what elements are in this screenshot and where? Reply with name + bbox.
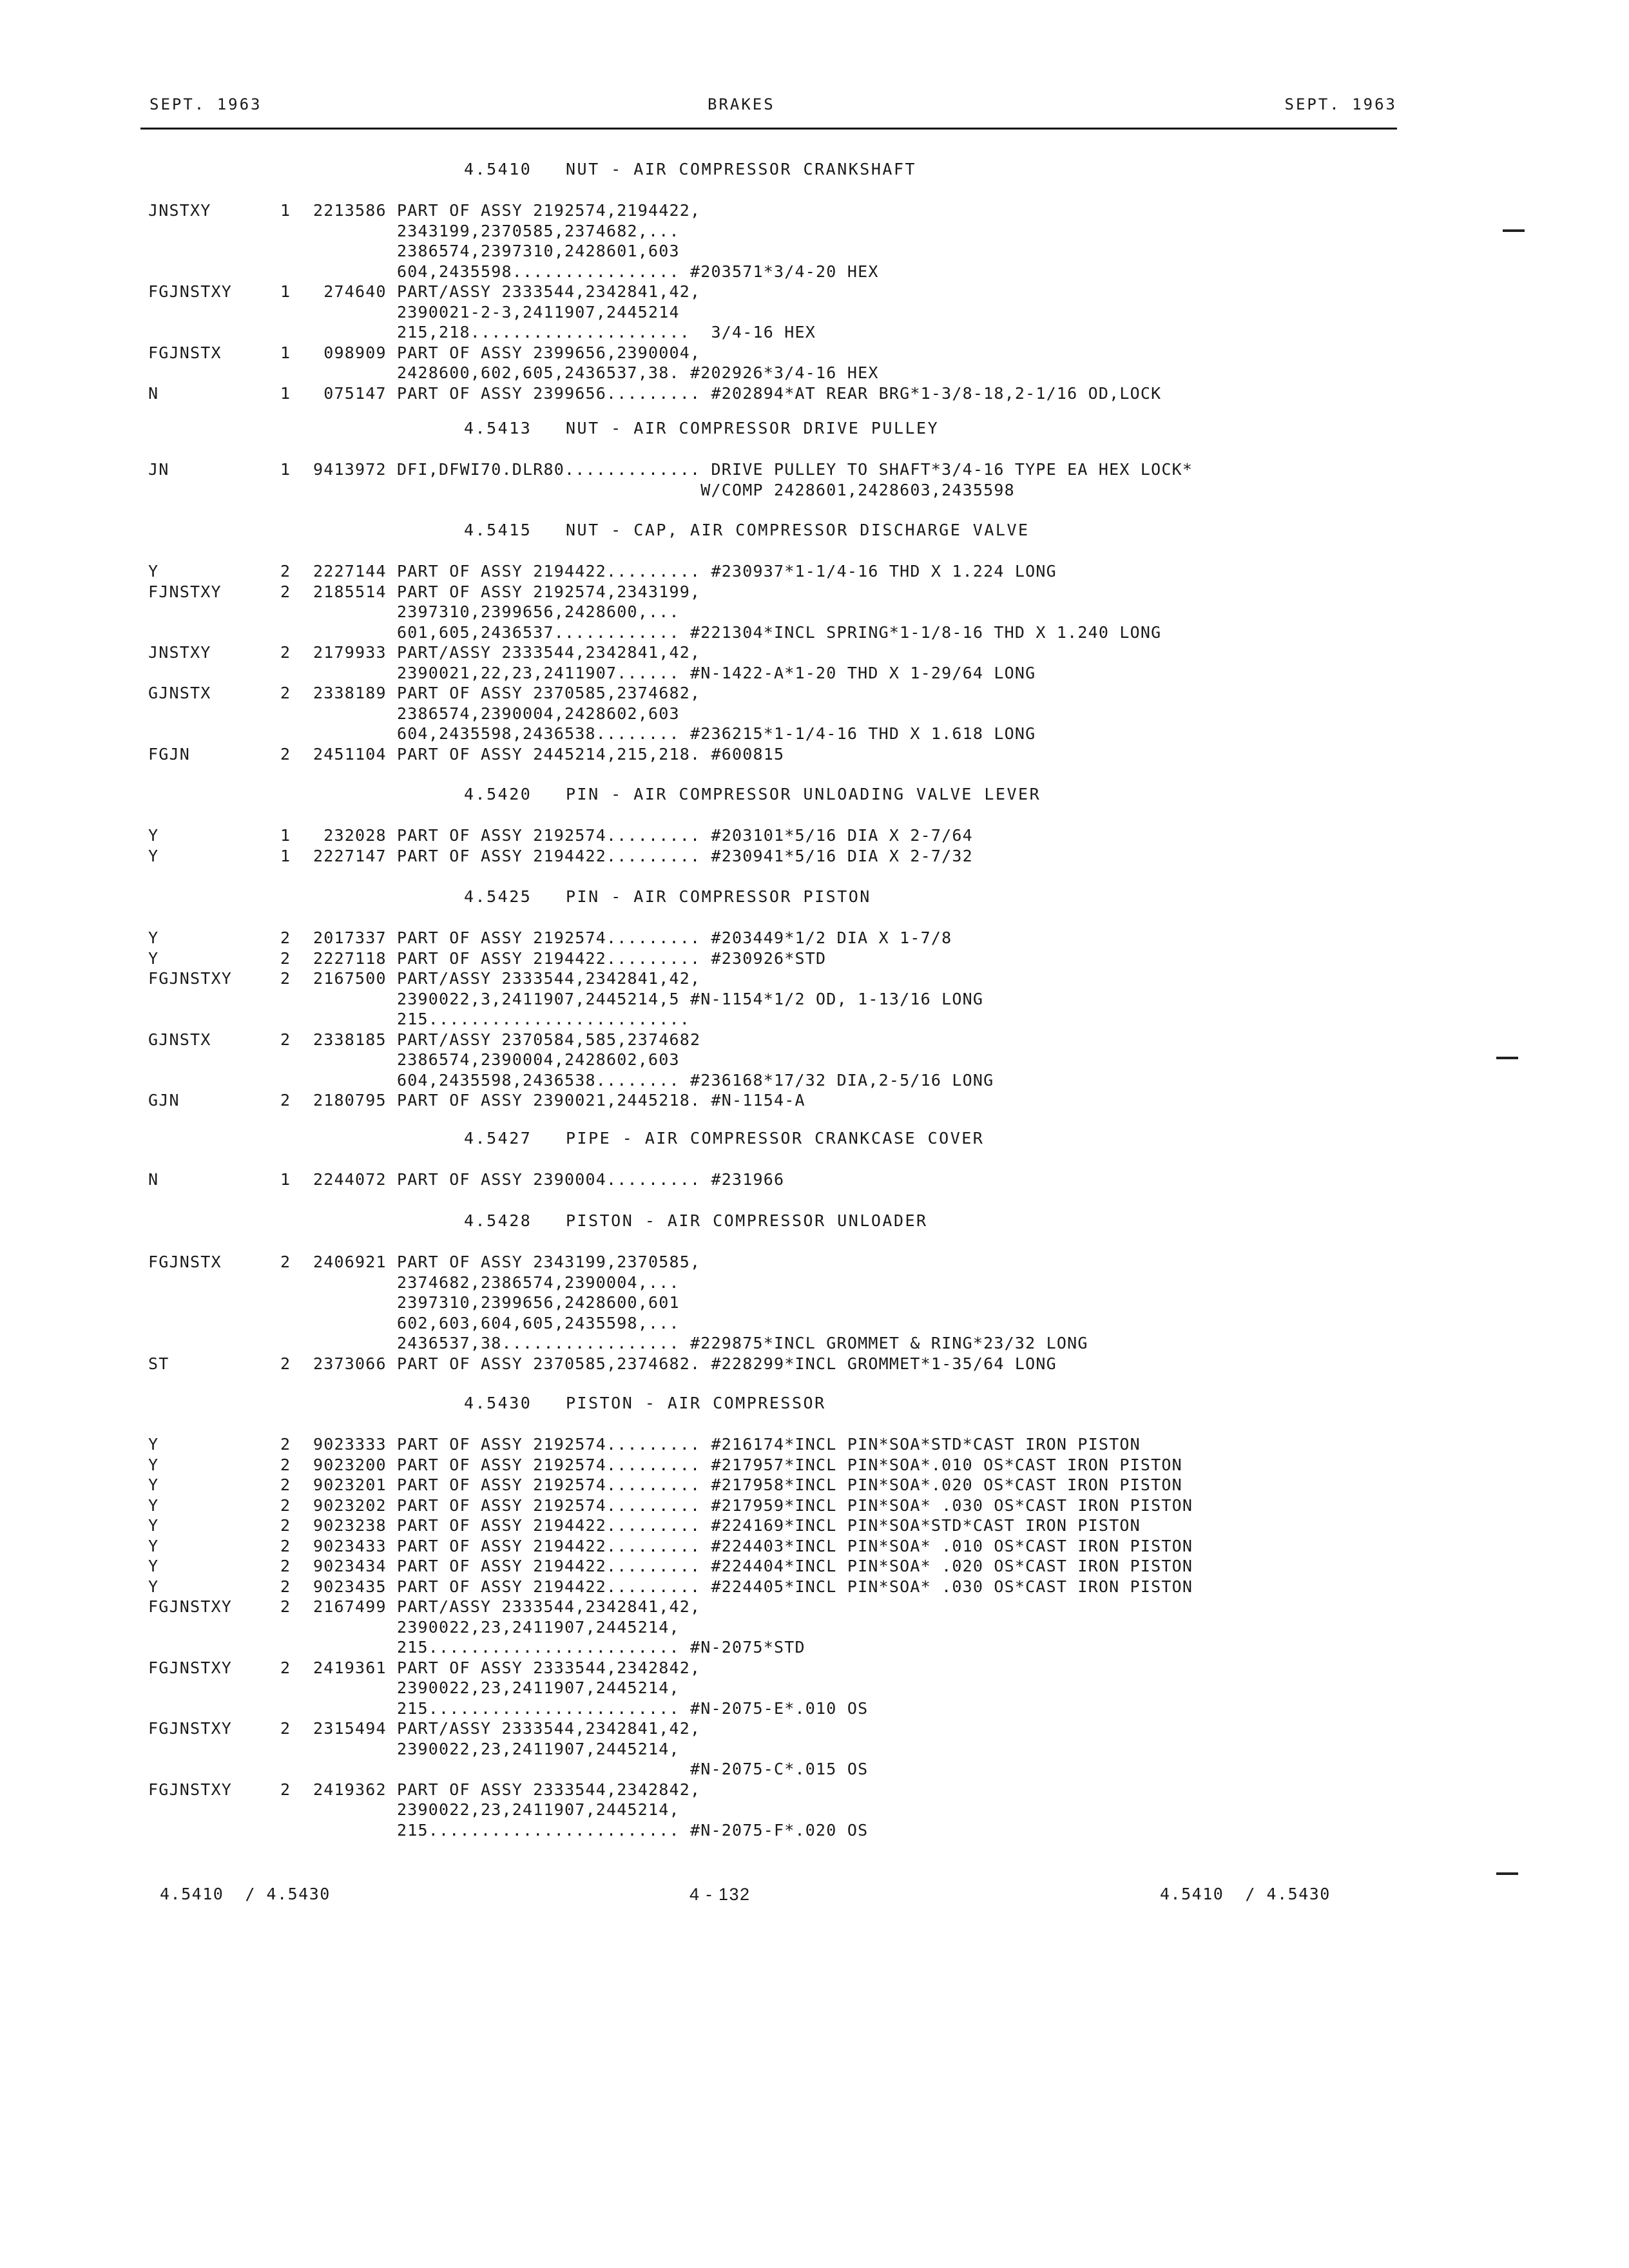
- quantity: 2: [280, 969, 291, 988]
- part-description-line: #N-2075-C*.015 OS: [313, 1760, 869, 1778]
- quantity: 1: [280, 1170, 291, 1189]
- part-description-line: 2419361 PART OF ASSY 2333544,2342842,: [313, 1658, 701, 1677]
- part-description-line: 2180795 PART OF ASSY 2390021,2445218. #N-1154-A: [313, 1091, 805, 1110]
- part-description-line: 2390021-2-3,2411907,2445214: [313, 302, 680, 322]
- part-description-line: 2390022,23,2411907,2445214,: [313, 1800, 680, 1819]
- model-code: Y: [148, 562, 159, 581]
- header-title: BRAKES: [708, 95, 775, 113]
- quantity: 2: [280, 928, 291, 947]
- quantity: 1: [280, 460, 291, 479]
- part-description-line: 215........................ #N-2075*STD: [313, 1638, 805, 1657]
- model-code: FGJNSTXY: [148, 1780, 233, 1799]
- quantity: 2: [280, 1577, 291, 1596]
- part-description-line: 2390022,3,2411907,2445214,5 #N-1154*1/2 OD, 1-13/16 LONG: [313, 989, 984, 1008]
- quantity: 1: [280, 826, 291, 845]
- quantity: 2: [280, 1435, 291, 1454]
- section-title: 4.5428 PISTON - AIR COMPRESSOR UNLOADER: [464, 1211, 928, 1230]
- part-description-line: 2386574,2390004,2428602,603: [313, 1050, 680, 1069]
- model-code: Y: [148, 928, 159, 947]
- part-description-line: 2179933 PART/ASSY 2333544,2342841,42,: [313, 643, 701, 662]
- part-description-line: 2390022,23,2411907,2445214,: [313, 1617, 680, 1637]
- part-description-line: 2397310,2399656,2428600,601: [313, 1293, 680, 1312]
- model-code: FGJNSTXY: [148, 1658, 233, 1677]
- part-description-line: W/COMP 2428601,2428603,2435598: [313, 480, 1015, 499]
- quantity: 2: [280, 582, 291, 601]
- footer-range-right: 4.5410 / 4.5430: [1160, 1885, 1331, 1903]
- model-code: Y: [148, 826, 159, 845]
- quantity: 2: [280, 1780, 291, 1799]
- part-description-line: 601,605,2436537............ #221304*INCL SPRING*1-1/8-16 THD X 1.240 LONG: [313, 622, 1162, 642]
- part-description-line: 2390021,22,23,2411907...... #N-1422-A*1-20 THD X 1-29/64 LONG: [313, 663, 1036, 682]
- quantity: 1: [280, 846, 291, 865]
- part-description-line: 2390022,23,2411907,2445214,: [313, 1739, 680, 1758]
- quantity: 1: [280, 201, 291, 220]
- quantity: 1: [280, 282, 291, 301]
- part-description-line: 604,2435598................ #203571*3/4-20 HEX: [313, 262, 879, 281]
- model-code: GJNSTX: [148, 1030, 211, 1049]
- part-description-line: 9023238 PART OF ASSY 2194422......... #224169*INCL PIN*SOA*STD*CAST IRON PISTON: [313, 1516, 1141, 1535]
- part-description-line: 9023434 PART OF ASSY 2194422......... #224404*INCL PIN*SOA* .020 OS*CAST IRON PISTON: [313, 1557, 1193, 1575]
- part-description-line: 2386574,2397310,2428601,603: [313, 242, 680, 260]
- part-description-line: 215,218..................... 3/4-16 HEX: [313, 323, 816, 341]
- part-description-line: 2315494 PART/ASSY 2333544,2342841,42,: [313, 1719, 701, 1738]
- part-description-line: 215........................ #N-2075-F*.020 OS: [313, 1820, 869, 1840]
- quantity: 2: [280, 1253, 291, 1271]
- part-description-line: 2227118 PART OF ASSY 2194422......... #230926*STD: [313, 948, 827, 968]
- quantity: 2: [280, 1719, 291, 1738]
- model-code: Y: [148, 1455, 159, 1474]
- header-divider: [140, 128, 1397, 130]
- model-code: FGJNSTXY: [148, 1597, 233, 1616]
- quantity: 1: [280, 383, 291, 403]
- model-code: FGJNSTX: [148, 1253, 222, 1271]
- section-title: 4.5430 PISTON - AIR COMPRESSOR: [464, 1394, 826, 1412]
- part-description-line: 9023333 PART OF ASSY 2192574......... #216174*INCL PIN*SOA*STD*CAST IRON PISTON: [313, 1435, 1141, 1454]
- model-code: Y: [148, 1536, 159, 1555]
- part-description-line: 604,2435598,2436538........ #236215*1-1/4-16 THD X 1.618 LONG: [313, 724, 1036, 743]
- quantity: 2: [280, 1495, 291, 1515]
- part-description-line: 9023435 PART OF ASSY 2194422......... #224405*INCL PIN*SOA* .030 OS*CAST IRON PISTON: [313, 1577, 1193, 1596]
- model-code: FGJNSTXY: [148, 1719, 233, 1738]
- model-code: Y: [148, 846, 159, 865]
- quantity: 2: [280, 562, 291, 581]
- margin-mark: [1496, 1057, 1518, 1059]
- part-description-line: 274640 PART/ASSY 2333544,2342841,42,: [313, 282, 701, 301]
- part-description-line: 215.........................: [313, 1010, 691, 1028]
- quantity: 1: [280, 343, 291, 362]
- quantity: 2: [280, 1557, 291, 1575]
- model-code: FGJNSTX: [148, 343, 222, 362]
- quantity: 2: [280, 1597, 291, 1616]
- part-description-line: 2338189 PART OF ASSY 2370585,2374682,: [313, 684, 701, 702]
- margin-mark: [1503, 229, 1525, 232]
- header-date-right: SEPT. 1963: [1284, 95, 1397, 113]
- part-description-line: 2343199,2370585,2374682,...: [313, 221, 680, 240]
- model-code: JNSTXY: [148, 643, 211, 662]
- model-code: N: [148, 1170, 159, 1189]
- quantity: 2: [280, 1536, 291, 1555]
- quantity: 2: [280, 948, 291, 968]
- section-title: 4.5425 PIN - AIR COMPRESSOR PISTON: [464, 887, 871, 906]
- part-description-line: 2451104 PART OF ASSY 2445214,215,218. #600815: [313, 744, 785, 764]
- part-description-line: 2406921 PART OF ASSY 2343199,2370585,: [313, 1253, 701, 1271]
- part-description-line: 9023201 PART OF ASSY 2192574......... #217958*INCL PIN*SOA*.020 OS*CAST IRON PISTON: [313, 1475, 1182, 1494]
- model-code: FGJNSTXY: [148, 282, 233, 301]
- section-title: 4.5415 NUT - CAP, AIR COMPRESSOR DISCHARGE VALVE: [464, 521, 1030, 539]
- section-title: 4.5410 NUT - AIR COMPRESSOR CRANKSHAFT: [464, 160, 917, 178]
- part-description-line: 2386574,2390004,2428602,603: [313, 704, 680, 723]
- section-title: 4.5413 NUT - AIR COMPRESSOR DRIVE PULLEY: [464, 419, 940, 437]
- model-code: ST: [148, 1354, 169, 1373]
- model-code: GJNSTX: [148, 684, 211, 702]
- quantity: 2: [280, 1354, 291, 1373]
- quantity: 2: [280, 1658, 291, 1677]
- model-code: Y: [148, 1557, 159, 1575]
- section-title: 4.5427 PIPE - AIR COMPRESSOR CRANKCASE COVER: [464, 1129, 985, 1148]
- part-description-line: 2338185 PART/ASSY 2370584,585,2374682: [313, 1030, 701, 1049]
- model-code: JN: [148, 460, 169, 479]
- quantity: 2: [280, 1455, 291, 1474]
- part-description-line: 2185514 PART OF ASSY 2192574,2343199,: [313, 582, 701, 601]
- part-description-line: 2397310,2399656,2428600,...: [313, 602, 680, 621]
- model-code: N: [148, 383, 159, 403]
- part-description-line: 602,603,604,605,2435598,...: [313, 1313, 680, 1332]
- quantity: 2: [280, 1091, 291, 1110]
- quantity: 2: [280, 1475, 291, 1494]
- part-description-line: 2428600,602,605,2436537,38. #202926*3/4-16 HEX: [313, 363, 879, 382]
- model-code: FGJNSTXY: [148, 969, 233, 988]
- model-code: Y: [148, 1435, 159, 1454]
- part-description-line: 2374682,2386574,2390004,...: [313, 1273, 680, 1292]
- model-code: FJNSTXY: [148, 582, 222, 601]
- part-description-line: 2227147 PART OF ASSY 2194422......... #230941*5/16 DIA X 2-7/32: [313, 846, 973, 865]
- part-description-line: 2167499 PART/ASSY 2333544,2342841,42,: [313, 1597, 701, 1616]
- footer-range-left: 4.5410 / 4.5430: [160, 1885, 331, 1903]
- quantity: 2: [280, 684, 291, 702]
- quantity: 2: [280, 744, 291, 764]
- part-description-line: 075147 PART OF ASSY 2399656......... #202894*AT REAR BRG*1-3/8-18,2-1/16 OD,LOCK: [313, 383, 1162, 403]
- page-header: [140, 95, 1397, 121]
- part-description-line: 9413972 DFI,DFWI70.DLR80............. DRIVE PULLEY TO SHAFT*3/4-16 TYPE EA HEX LOCK*: [313, 460, 1193, 479]
- margin-mark: [1496, 1872, 1518, 1875]
- model-code: Y: [148, 1475, 159, 1494]
- model-code: Y: [148, 948, 159, 968]
- part-description-line: 215........................ #N-2075-E*.010 OS: [313, 1698, 869, 1718]
- part-description-line: 2227144 PART OF ASSY 2194422......... #230937*1-1/4-16 THD X 1.224 LONG: [313, 562, 1057, 581]
- part-description-line: 2390022,23,2411907,2445214,: [313, 1678, 680, 1697]
- part-description-line: 9023433 PART OF ASSY 2194422......... #224403*INCL PIN*SOA* .010 OS*CAST IRON PISTON: [313, 1536, 1193, 1555]
- section-title: 4.5420 PIN - AIR COMPRESSOR UNLOADING VALVE LEVER: [464, 785, 1041, 803]
- part-description-line: 2213586 PART OF ASSY 2192574,2194422,: [313, 201, 701, 220]
- model-code: Y: [148, 1577, 159, 1596]
- part-description-line: 2017337 PART OF ASSY 2192574......... #203449*1/2 DIA X 1-7/8: [313, 928, 952, 947]
- part-description-line: 9023200 PART OF ASSY 2192574......... #217957*INCL PIN*SOA*.010 OS*CAST IRON PISTON: [313, 1455, 1182, 1474]
- part-description-line: 2167500 PART/ASSY 2333544,2342841,42,: [313, 969, 701, 988]
- part-description-line: 2373066 PART OF ASSY 2370585,2374682. #228299*INCL GROMMET*1-35/64 LONG: [313, 1354, 1057, 1373]
- part-description-line: 2244072 PART OF ASSY 2390004......... #231966: [313, 1170, 785, 1189]
- page-number: 4 - 132: [689, 1885, 751, 1904]
- part-description-line: 604,2435598,2436538........ #236168*17/32 DIA,2-5/16 LONG: [313, 1070, 994, 1090]
- quantity: 2: [280, 1516, 291, 1535]
- quantity: 2: [280, 1030, 291, 1049]
- model-code: Y: [148, 1495, 159, 1515]
- model-code: FGJN: [148, 744, 191, 764]
- header-date-left: SEPT. 1963: [149, 95, 262, 113]
- model-code: JNSTXY: [148, 201, 211, 220]
- part-description-line: 2436537,38................. #229875*INCL GROMMET & RING*23/32 LONG: [313, 1334, 1088, 1352]
- part-description-line: 2419362 PART OF ASSY 2333544,2342842,: [313, 1780, 701, 1799]
- part-description-line: 9023202 PART OF ASSY 2192574......... #217959*INCL PIN*SOA* .030 OS*CAST IRON PISTON: [313, 1495, 1193, 1515]
- quantity: 2: [280, 643, 291, 662]
- part-description-line: 232028 PART OF ASSY 2192574......... #203101*5/16 DIA X 2-7/64: [313, 826, 973, 845]
- part-description-line: 098909 PART OF ASSY 2399656,2390004,: [313, 343, 701, 362]
- model-code: Y: [148, 1516, 159, 1535]
- model-code: GJN: [148, 1091, 180, 1110]
